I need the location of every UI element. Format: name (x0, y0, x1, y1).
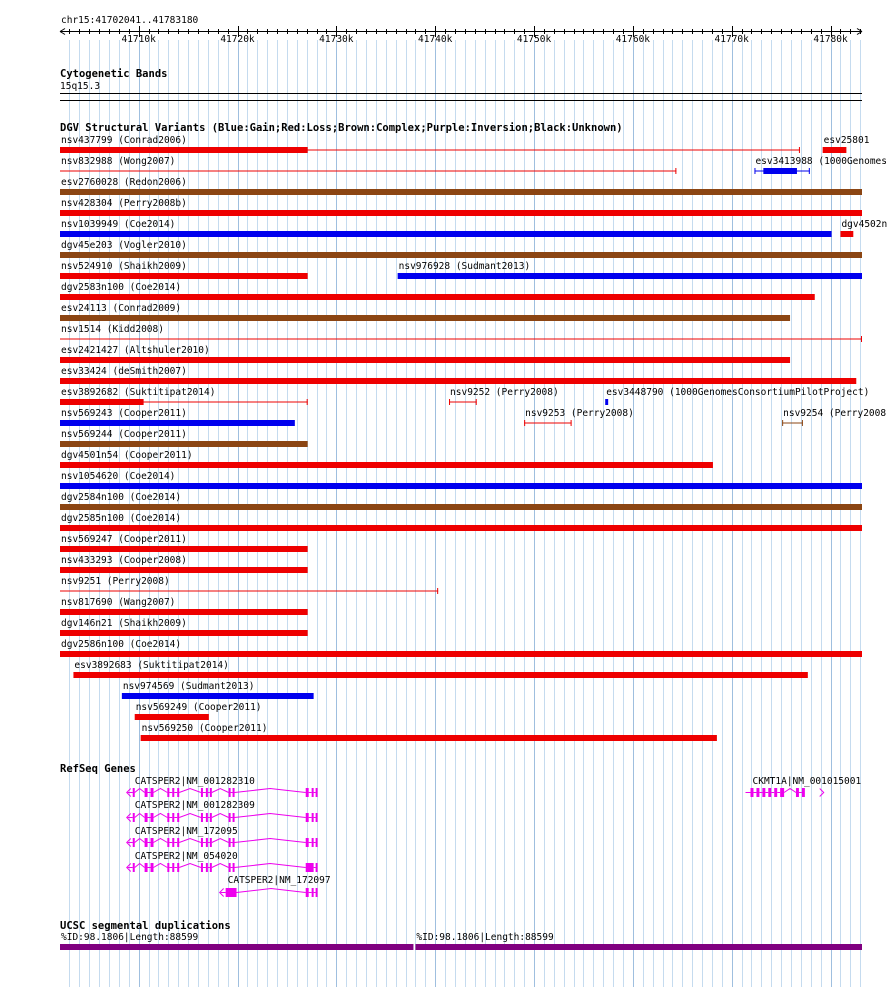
ruler-tick-label: 41740k (418, 34, 453, 45)
dgv-variant-label[interactable]: nsv9253 (Perry2008) (525, 408, 634, 419)
gene-label[interactable]: CATSPER2|NM_001282310 (134, 776, 255, 787)
gene-label[interactable]: CATSPER2|NM_172097 (227, 875, 331, 886)
segdup-label[interactable]: %ID:98.1806|Length:88599 (61, 932, 199, 943)
dgv-track-title: DGV Structural Variants (Blue:Gain;Red:Loss;Brown:Complex;Purple:Inversion;Black:Unknown) (60, 122, 623, 134)
dgv-variant-label[interactable]: dgv4501n54 (Cooper2011) (61, 450, 193, 461)
dgv-variant-label[interactable]: nsv428304 (Perry2008b) (61, 198, 187, 209)
gene-label[interactable]: CATSPER2|NM_172095 (134, 826, 238, 837)
segdup-label[interactable]: %ID:98.1806|Length:88599 (416, 932, 554, 943)
ruler-tick-label: 41750k (516, 34, 552, 45)
dgv-variant-label[interactable]: dgv4502n (841, 219, 888, 230)
dgv-variant-label[interactable]: nsv433293 (Cooper2008) (61, 555, 187, 566)
dgv-variant-label[interactable]: nsv569243 (Cooper2011) (61, 408, 187, 419)
dgv-variant-label[interactable]: dgv146n21 (Shaikh2009) (61, 618, 187, 629)
segdup-bar[interactable] (60, 944, 413, 950)
dgv-variant-label[interactable]: esv3892683 (Suktitipat2014) (74, 660, 229, 671)
dgv-variant-label[interactable]: nsv1054620 (Coe2014) (61, 471, 176, 482)
dgv-variant-label[interactable]: nsv817690 (Wang2007) (61, 597, 176, 608)
dgv-variant-label[interactable]: esv24113 (Conrad2009) (61, 303, 182, 314)
ruler-tick-label: 41760k (615, 34, 651, 45)
dgv-variant-label[interactable]: esv2760028 (Redon2006) (61, 177, 187, 188)
cyto-track-title: Cytogenetic Bands (60, 68, 168, 80)
dgv-variant-label[interactable]: esv3448790 (1000GenomesConsortiumPilotProject) (606, 387, 870, 398)
segdup-track-title: UCSC segmental duplications (60, 920, 231, 932)
dgv-variant-label[interactable]: nsv1514 (Kidd2008) (61, 324, 164, 335)
dgv-variant-label[interactable]: nsv974569 (Sudmant2013) (122, 681, 255, 692)
dgv-variant-label[interactable]: nsv569249 (Cooper2011) (135, 702, 262, 713)
refseq-track-title: RefSeq Genes (60, 763, 136, 775)
gene-label[interactable]: CKMT1A|NM_001015001 (752, 776, 862, 787)
ruler-tick-label: 41770k (714, 34, 749, 45)
dgv-variant-label[interactable]: nsv569244 (Cooper2011) (61, 429, 187, 440)
dgv-variant-label[interactable]: esv3413988 (1000Genomes (755, 156, 888, 167)
dgv-variant-label[interactable]: nsv569250 (Cooper2011) (141, 723, 268, 734)
gene-label[interactable]: CATSPER2|NM_001282309 (134, 800, 255, 811)
dgv-variant-label[interactable]: dgv2583n100 (Coe2014) (61, 282, 182, 293)
segdup-bar[interactable] (415, 944, 862, 950)
dgv-variant-label[interactable]: nsv1039949 (Coe2014) (61, 219, 176, 230)
ruler-tick-label: 41710k (121, 34, 156, 45)
dgv-variant-label[interactable]: dgv2585n100 (Coe2014) (61, 513, 182, 524)
dgv-variant-label[interactable]: esv2421427 (Altshuler2010) (61, 345, 210, 356)
dgv-variant-label[interactable]: esv33424 (deSmith2007) (61, 366, 187, 377)
dgv-variant-label[interactable]: esv3892682 (Suktitipat2014) (61, 387, 216, 398)
dgv-variant-label[interactable]: nsv524910 (Shaikh2009) (61, 261, 187, 272)
dgv-variant-label[interactable]: nsv569247 (Cooper2011) (61, 534, 187, 545)
dgv-variant-label[interactable]: dgv2586n100 (Coe2014) (61, 639, 182, 650)
dgv-variant-label[interactable]: nsv9254 (Perry2008 (783, 408, 887, 419)
dgv-variant-label[interactable]: nsv976928 (Sudmant2013) (398, 261, 531, 272)
dgv-variant-label[interactable]: nsv9252 (Perry2008) (450, 387, 559, 398)
gene-label[interactable]: CATSPER2|NM_054020 (134, 851, 238, 862)
ruler-tick-label: 41720k (220, 34, 255, 45)
dgv-variant-label[interactable]: esv25801 (823, 135, 870, 146)
dgv-variant-label[interactable]: nsv9251 (Perry2008) (61, 576, 170, 587)
ruler-tick-label: 41730k (319, 34, 354, 45)
dgv-variant-label[interactable]: dgv2584n100 (Coe2014) (61, 492, 182, 503)
dgv-variant-label[interactable]: nsv437799 (Conrad2006) (61, 135, 187, 146)
dgv-variant-label[interactable]: dgv45e203 (Vogler2010) (61, 240, 187, 251)
cyto-band-label: 15q15.3 (60, 81, 101, 92)
locus-label: chr15:41702041..41783180 (61, 15, 199, 26)
dgv-variant-label[interactable]: nsv832988 (Wong2007) (61, 156, 176, 167)
ruler-tick-label: 41780k (813, 34, 848, 45)
